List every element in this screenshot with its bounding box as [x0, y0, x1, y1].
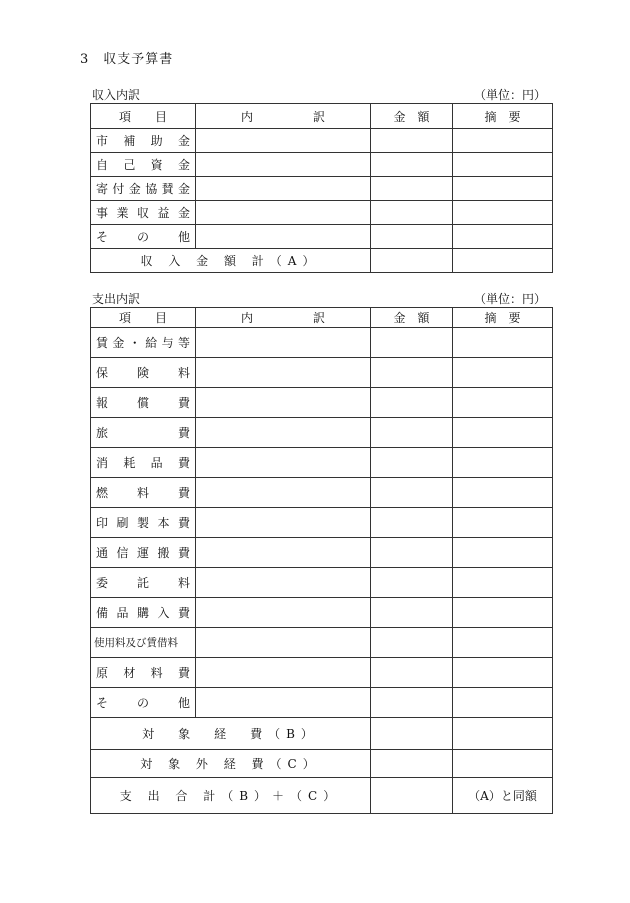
income-breakdown-cell[interactable]: [196, 225, 371, 249]
expense-grand-total-amount[interactable]: [371, 778, 453, 814]
expense-item-printing: 印刷製本費: [91, 508, 196, 538]
income-breakdown-cell[interactable]: [196, 177, 371, 201]
income-total-remarks[interactable]: [453, 249, 553, 273]
expense-remarks-cell[interactable]: [453, 508, 553, 538]
expense-remarks-cell[interactable]: [453, 568, 553, 598]
income-remarks-cell[interactable]: [453, 225, 553, 249]
income-header-amount: 金 額: [371, 104, 453, 129]
expense-subtotal-c-label: 対 象 外 経 費（C）: [91, 750, 371, 778]
expense-item-rental: 使用料及び賃借料: [91, 628, 196, 658]
expense-item-outsourcing: 委託料: [91, 568, 196, 598]
expense-header-remarks: 摘 要: [453, 308, 553, 328]
expense-remarks-cell[interactable]: [453, 358, 553, 388]
income-breakdown-cell[interactable]: [196, 129, 371, 153]
expense-grand-total-note: （A）と同額: [453, 778, 553, 814]
expense-subtotal-c-amount[interactable]: [371, 750, 453, 778]
income-unit: （単位：円）: [473, 88, 546, 102]
expense-remarks-cell[interactable]: [453, 328, 553, 358]
expense-amount-cell[interactable]: [371, 538, 453, 568]
expense-amount-cell[interactable]: [371, 658, 453, 688]
expense-remarks-cell[interactable]: [453, 388, 553, 418]
income-remarks-cell[interactable]: [453, 153, 553, 177]
expense-breakdown-cell[interactable]: [196, 388, 371, 418]
income-total-label: 収 入 金 額 計（A）: [91, 249, 371, 273]
expense-breakdown-cell[interactable]: [196, 418, 371, 448]
expense-header-breakdown: 内 訳: [196, 308, 371, 328]
income-header-breakdown: 内 訳: [196, 104, 371, 129]
expense-remarks-cell[interactable]: [453, 478, 553, 508]
expense-amount-cell[interactable]: [371, 478, 453, 508]
expense-breakdown-cell[interactable]: [196, 628, 371, 658]
expense-remarks-cell[interactable]: [453, 418, 553, 448]
expense-breakdown-cell[interactable]: [196, 358, 371, 388]
income-amount-cell[interactable]: [371, 225, 453, 249]
expense-item-fuel: 燃料費: [91, 478, 196, 508]
expense-breakdown-cell[interactable]: [196, 478, 371, 508]
income-item-other: その他: [91, 225, 196, 249]
expense-breakdown-cell[interactable]: [196, 328, 371, 358]
expense-amount-cell[interactable]: [371, 358, 453, 388]
expense-breakdown-cell[interactable]: [196, 688, 371, 718]
income-header-remarks: 摘 要: [453, 104, 553, 129]
expense-breakdown-cell[interactable]: [196, 658, 371, 688]
income-breakdown-cell[interactable]: [196, 153, 371, 177]
income-caption: 収入内訳: [92, 88, 141, 102]
income-remarks-cell[interactable]: [453, 129, 553, 153]
expense-item-insurance: 保険料: [91, 358, 196, 388]
expense-subtotal-b-amount[interactable]: [371, 718, 453, 750]
expense-remarks-cell[interactable]: [453, 628, 553, 658]
income-remarks-cell[interactable]: [453, 201, 553, 225]
income-total-amount[interactable]: [371, 249, 453, 273]
expense-amount-cell[interactable]: [371, 388, 453, 418]
expense-header-amount: 金 額: [371, 308, 453, 328]
expense-remarks-cell[interactable]: [453, 448, 553, 478]
income-header-item: 項 目: [91, 104, 196, 129]
expense-item-honorarium: 報償費: [91, 388, 196, 418]
expense-item-consumables: 消耗品費: [91, 448, 196, 478]
income-amount-cell[interactable]: [371, 129, 453, 153]
expense-item-shipping: 通信運搬費: [91, 538, 196, 568]
expense-breakdown-cell[interactable]: [196, 598, 371, 628]
expense-amount-cell[interactable]: [371, 418, 453, 448]
expense-item-materials: 原材料費: [91, 658, 196, 688]
income-item-business-revenue: 事業収益金: [91, 201, 196, 225]
expense-remarks-cell[interactable]: [453, 658, 553, 688]
income-amount-cell[interactable]: [371, 177, 453, 201]
expense-item-travel: 旅費: [91, 418, 196, 448]
income-remarks-cell[interactable]: [453, 177, 553, 201]
income-table: [90, 103, 553, 273]
expense-remarks-cell[interactable]: [453, 688, 553, 718]
income-item-city-subsidy: 市補助金: [91, 129, 196, 153]
expense-remarks-cell[interactable]: [453, 538, 553, 568]
expense-amount-cell[interactable]: [371, 448, 453, 478]
expense-remarks-cell[interactable]: [453, 598, 553, 628]
expense-breakdown-cell[interactable]: [196, 508, 371, 538]
expense-amount-cell[interactable]: [371, 328, 453, 358]
expense-breakdown-cell[interactable]: [196, 568, 371, 598]
expense-table: [90, 307, 553, 814]
expense-header-item: 項 目: [91, 308, 196, 328]
expense-amount-cell[interactable]: [371, 688, 453, 718]
expense-subtotal-b-remarks[interactable]: [453, 718, 553, 750]
expense-subtotal-c-remarks[interactable]: [453, 750, 553, 778]
expense-item-wages: 賃金・給与等: [91, 328, 196, 358]
section-heading: 3 収支予算書: [80, 52, 174, 67]
expense-amount-cell[interactable]: [371, 598, 453, 628]
income-amount-cell[interactable]: [371, 201, 453, 225]
income-item-own-funds: 自己資金: [91, 153, 196, 177]
income-item-donations: 寄付金協賛金: [91, 177, 196, 201]
expense-amount-cell[interactable]: [371, 628, 453, 658]
expense-amount-cell[interactable]: [371, 568, 453, 598]
income-amount-cell[interactable]: [371, 153, 453, 177]
expense-subtotal-b-label: 対 象 経 費（B）: [91, 718, 371, 750]
expense-caption: 支出内訳: [92, 292, 141, 306]
expense-grand-total-label: 支 出 合 計（B）＋（C）: [91, 778, 371, 814]
expense-breakdown-cell[interactable]: [196, 538, 371, 568]
expense-unit: （単位：円）: [473, 292, 546, 306]
expense-breakdown-cell[interactable]: [196, 448, 371, 478]
income-breakdown-cell[interactable]: [196, 201, 371, 225]
expense-amount-cell[interactable]: [371, 508, 453, 538]
expense-item-equipment: 備品購入費: [91, 598, 196, 628]
expense-item-other: その他: [91, 688, 196, 718]
